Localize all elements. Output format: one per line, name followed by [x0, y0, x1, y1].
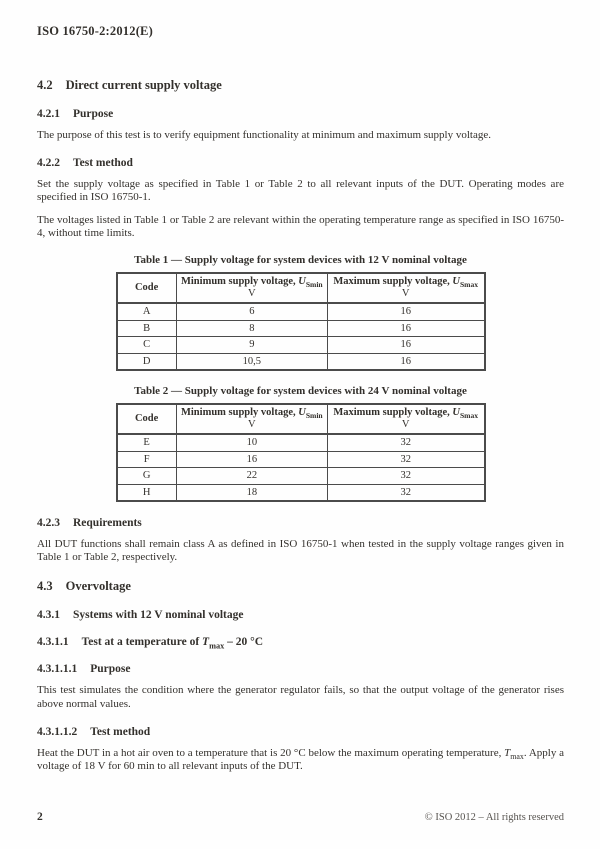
page-footer: [37, 811, 564, 823]
section-heading-4-2-1: [37, 108, 564, 120]
col-header-unit: V: [401, 419, 410, 431]
cell-max: 32: [327, 451, 484, 468]
section-heading-4-2-3: [37, 517, 564, 529]
paragraph-overvoltage-purpose: This test simulates the condition where the generator regulator fails, so that the output voltage of the generator rises above normal values.: [37, 684, 564, 710]
section-heading-4-3-1: [37, 609, 564, 621]
col-header-max-label: Maximum supply voltage, $U_{Smax}$: [333, 407, 478, 421]
cell-min: 10,5: [176, 353, 327, 370]
paragraph-purpose-4-2-1: The purpose of this test is to verify equipment functionality at minimum and maximum supply voltage.: [37, 129, 491, 141]
col-header-unit: V: [248, 288, 256, 300]
cell-code: B: [117, 320, 177, 337]
cell-code: E: [117, 434, 177, 451]
col-header-max-voltage: [327, 404, 484, 434]
cell-code: H: [117, 484, 177, 501]
cell-min: 16: [176, 451, 327, 468]
cell-code: A: [117, 303, 177, 320]
section-number: 4.2.3: [37, 517, 60, 530]
col-header-unit: V: [401, 288, 410, 300]
section-title: Requirements: [73, 517, 142, 530]
table2-caption: Table 2 — Supply voltage for system devices with 24 V nominal voltage: [134, 385, 467, 398]
table-row: [117, 337, 485, 354]
section-number: 4.2.1: [37, 108, 60, 120]
cell-min: 18: [176, 484, 327, 501]
table-row: [117, 320, 485, 337]
cell-max: 16: [327, 353, 484, 370]
cell-code: D: [117, 353, 177, 370]
section-heading-4-3-1-1-2: [37, 726, 564, 738]
section-number: 4.3.1.1.1: [37, 663, 78, 676]
section-heading-4-3-1-1-1: [37, 663, 564, 675]
section-title: Direct current supply voltage: [65, 78, 222, 92]
cell-min: 22: [176, 468, 327, 485]
paragraph-test-method-1: Set the supply voltage as specified in Table 1 or Table 2 to all relevant inputs of the DUT. Operating modes are specified in ISO 16750-1.: [37, 178, 564, 204]
table-row: [117, 468, 485, 485]
section-heading-4-2-2: [37, 157, 564, 169]
col-header-unit: V: [248, 419, 256, 431]
section-heading-4-3-1-1: [37, 636, 564, 651]
copyright-notice: © ISO 2012 – All rights reserved: [424, 812, 564, 823]
col-header-min-label: Minimum supply voltage, $U_{Smin}$: [180, 276, 323, 290]
paragraph-test-method-2: The voltages listed in Table 1 or Table 2 are relevant within the operating temperature range as specified in ISO 16750-4, without time limits.: [37, 213, 564, 239]
table-header-row: [117, 273, 485, 303]
page-number: 2: [37, 811, 43, 823]
col-header-min-label: Minimum supply voltage, $U_{Smin}$: [180, 407, 323, 421]
section-number: 4.3.1.1.2: [37, 725, 78, 738]
section-title: Test method: [73, 157, 133, 170]
cell-max: 32: [327, 434, 484, 451]
paragraph-requirements: All DUT functions shall remain class A as defined in ISO 16750-1 when tested in the supply voltage ranges given in Table 1 or Table 2, respectively.: [37, 538, 564, 564]
paragraph-overvoltage-test-method: Heat the DUT in a hot air oven to a temperature that is 20 °C below the maximum operating temperature, $T_{max}$. Apply a voltage of 18 V for 60 min to all relevant inputs of the DUT.: [37, 746, 564, 773]
section-heading-4-2: [37, 78, 564, 93]
col-header-code: Code: [117, 273, 177, 303]
section-title: Overvoltage: [65, 579, 131, 594]
cell-max: 32: [327, 484, 484, 501]
col-header-max-voltage: [327, 273, 484, 303]
table1-caption: Table 1 — Supply voltage for system devices with 12 V nominal voltage: [134, 254, 467, 267]
cell-code: F: [117, 451, 177, 468]
cell-min: 10: [176, 434, 327, 451]
table-row: [117, 451, 485, 468]
section-number: 4.3.1.1: [37, 636, 69, 649]
section-number: 4.3: [37, 579, 53, 594]
cell-min: 8: [176, 320, 327, 337]
col-header-max-label: Maximum supply voltage, $U_{Smax}$: [333, 276, 478, 290]
col-header-min-voltage: [176, 273, 327, 303]
cell-min: 9: [176, 337, 327, 354]
cell-max: 16: [327, 303, 484, 320]
cell-max: 16: [327, 337, 484, 354]
section-title: Test at a temperature of $T_{max} - 20$ °C: [81, 636, 263, 651]
col-header-min-voltage: [176, 404, 327, 434]
document-header: ISO 16750-2:2012(E): [37, 24, 153, 38]
table-row: [117, 434, 485, 451]
supply-voltage-table-24v: [116, 403, 486, 502]
section-number: 4.2.2: [37, 157, 60, 170]
table-row: [117, 353, 485, 370]
table-row: [117, 303, 485, 320]
section-title: Systems with 12 V nominal voltage: [73, 609, 244, 622]
col-header-code: Code: [117, 404, 177, 434]
table-header-row: [117, 404, 485, 434]
cell-code: C: [117, 337, 177, 354]
cell-max: 16: [327, 320, 484, 337]
section-title: Test method: [90, 725, 151, 738]
cell-max: 32: [327, 468, 484, 485]
section-title: Purpose: [90, 663, 131, 676]
section-number: 4.3.1: [37, 609, 60, 622]
cell-min: 6: [176, 303, 327, 320]
section-heading-4-3: [37, 579, 564, 594]
section-title: Purpose: [73, 108, 114, 120]
section-number: 4.2: [37, 78, 53, 92]
table-row: [117, 484, 485, 501]
supply-voltage-table-12v: [116, 272, 486, 371]
cell-code: G: [117, 468, 177, 485]
